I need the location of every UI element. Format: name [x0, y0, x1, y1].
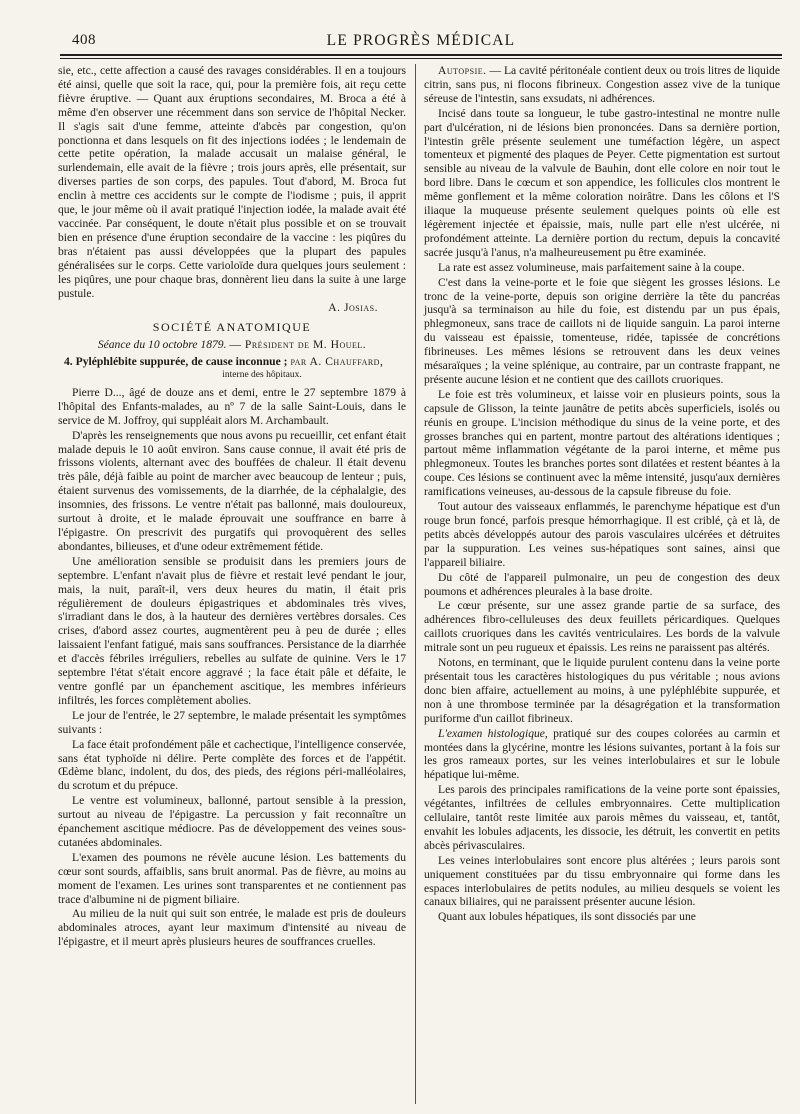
case-author-role: interne des hôpitaux. — [222, 370, 302, 381]
left-paragraph: La face était profondément pâle et cachectique, l'intelligence conservée, sans état typhoïde ni délire. Perte complète des forces et de l'appétit. Œdème blanc, indolent, du dos, des pieds, des régions péri-malléolaires, du scrotum et du prépuce. — [58, 737, 406, 793]
right-column — [424, 64, 780, 925]
autopsy-text: — La cavité péritonéale contient deux ou trois litres de liquide citrin, sans pus, ni flocons fibrineux. Congestion assez vive de la tunique séreuse de l'intestin, sans exsudats, ni adhérences. — [424, 64, 780, 105]
right-paragraph: C'est dans la veine-porte et le foie que siègent les grosses lésions. Le tronc de la veine-porte, depuis son origine derrière la tête du pancréas jusqu'à sa terminaison au hile du foie, est distendu par un pus épais, phlegmoneux, sans trace de caillots ni de liquide sanguin. La paroi interne du vaisseau est épaissie, tomenteuse, ridée, tapissée de concrétions fibrineuses. Les mêmes lésions se retrouvent dans les deux veines mésaraïques ; la veine splénique, au contraire, par un contraste frappant, ne présente aucune lésion et ne contient que des caillots cruoriques. — [424, 275, 780, 386]
seance-president: — Président de M. Houel. — [229, 338, 367, 352]
right-paragraph: La rate est assez volumineuse, mais parfaitement saine à la coupe. — [438, 260, 745, 274]
histology-text: pratiqué sur des coupes colorées au carmin et montées dans la glycérine, montre les lésions suivantes, portant à la fois sur les gros rameaux portes, sur les veines interlobulaires et sur le lobule hépatique lui-même. — [424, 726, 781, 782]
autopsy-label: Autopsie. — [438, 64, 487, 77]
right-paragraph: Les veines interlobulaires sont encore plus altérées ; leurs parois sont uniquement constituées par du tissu embryonnaire qui forme dans les espaces interlobulaires de petits nodules, au milieu desquels se voient les canaux biliaires, qui ne paraissent présenter aucune lésion. — [424, 853, 780, 909]
case-title-line — [64, 355, 406, 369]
author-signature: A. Josias. — [328, 301, 378, 315]
right-paragraph: Incisé dans toute sa longueur, le tube gastro-intestinal ne montre nulle part d'ulcération, ni de lésions bien prononcées. Dans sa dernière portion, l'intestin grêle présente seulement une tuméfaction légère, un aspect tomenteux et pigmenté des plaques de Peyer. Cette pigmentation est surtout sensible au niveau de la valvule de Bauhin, dont elle colore en noir tout le bord libre. Dans le cœcum et son appendice, les follicules clos montrent le même gonflement et la même coloration noirâtre. Dans les côlons et l'S iliaque la muqueuse présente seulement quelques points où elle est légèrement injectée et épaissie, mais, nulle part elle n'est ulcérée, ni profondément atteinte. La dernière portion du rectum, depuis la concavité sacrée jusqu'à l'anus, n'a malheureusement pu être examinée. — [424, 106, 780, 259]
page-number: 408 — [72, 32, 96, 48]
right-paragraph: Quant aux lobules hépatiques, ils sont dissociés par une — [438, 910, 696, 924]
left-column — [58, 64, 406, 950]
society-heading: SOCIÉTÉ ANATOMIQUE — [152, 320, 312, 335]
left-paragraph: Une amélioration sensible se produisit dans les premiers jours de septembre. L'enfant n'avait plus de fièvre et restait levé pendant le jour, mais, la nuit, paraît-il, vers deux heures du matin, il était pris régulièrement de douleurs épigastriques et abdominales très vives, s'irradiant dans le dos, à la hauteur des dernières vertèbres dorsales. Ces crises, d'abord assez courtes, augmentèrent peu à peu de durée ; elles laissaient l'enfant fatigué, mais sans souffrances. Persistance de la diarrhée et d'accès fébriles irréguliers, rebelles au sulfate de quinine. Vers le 17 septembre l'état s'était encore aggravé ; la face était pâle et défaite, le ventre gonflé par un épanchement ascitique, les membres inférieurs infiltrés, les forces complètement abolies. — [58, 554, 406, 707]
right-paragraph: Le cœur présente, sur une assez grande partie de sa surface, des adhérences fibro-celluleuses des deux feuillets péricardiques. Quelques caillots cruoriques dans les cavités ventriculaires. Les bords de la valvule mitrale sont un peu rugueux et épaissis. Les reins ne paraissent pas altérés. — [424, 599, 780, 655]
right-paragraph: Du côté de l'appareil pulmonaire, un peu de congestion des deux poumons et adhérences pleurales à la base droite. — [424, 570, 780, 598]
case-title: Pyléphlébite suppurée, de cause inconnue ; — [75, 355, 288, 369]
left-paragraph: Pierre D..., âgé de douze ans et demi, entre le 27 septembre 1879 à l'hôpital des Enfants-malades, au nº 7 de la salle Saint-Louis, dans le service de M. Joffroy, qui suppléait alors M. Archambault. — [58, 385, 406, 427]
page-header — [60, 30, 782, 52]
column-divider — [415, 64, 416, 1104]
left-paragraph: L'examen des poumons ne révèle aucune lésion. Les battements du cœur sont sourds, affaiblis, sans bruit anormal. Pas de fièvre, au moins au moment de l'examen. Les urines sont transparentes et ne contiennent pas trace d'albumine ni de pigment biliaire. — [58, 850, 406, 906]
header-rule — [60, 54, 782, 56]
left-paragraph: Le jour de l'entrée, le 27 septembre, le malade présentait les symptômes suivants : — [58, 708, 406, 736]
autopsy-paragraph — [424, 64, 780, 106]
journal-title: LE PROGRÈS MÉDICAL — [326, 32, 516, 49]
right-paragraph: Les parois des principales ramifications de la veine porte sont épaissies, végétantes, infiltrées de cellules embryonnaires. Cette multiplication cellulaire, tantôt reste limitée aux parois mêmes du vaisseau, et, tantôt, envahit les lobules adjacents, les dissocie, les détruit, les convertit en petits abcès périvasculaires. — [424, 783, 780, 852]
histology-label: L'examen histologique, — [438, 726, 548, 740]
case-author: par A. Chauffard, — [290, 355, 384, 369]
histology-paragraph — [424, 727, 780, 783]
left-paragraph: D'après les renseignements que nous avons pu recueillir, cet enfant était malade depuis le 10 août environ. Sans cause connue, il avait été pris de frissons violents, alternant avec des bouffées de chaleur. Il était devenu très pâle, déjà faible au point de marcher avec beaucoup de lenteur ; puis, étaient survenus des vomissements, de la diarrhée, de la céphalalgie, des insomnies, des frissons. Le ventre n'était pas ballonné, mais douloureux, surtout à droite, et le malade éprouvait une souffrance en barre à l'épigastre. On prescrivit des purgatifs qui provoquèrent des selles abondantes, bilieuses, et d'une odeur extrêmement fétide. — [58, 428, 406, 553]
left-paragraph: Au milieu de la nuit qui suit son entrée, le malade est pris de douleurs abdominales atroces, ayant leur maximum d'intensité au niveau de l'épigastre, et il meurt après plusieurs heures de souffrances cruelles. — [58, 907, 406, 949]
right-paragraph: Le foie est très volumineux, et laisse voir en plusieurs points, sous la capsule de Glisson, la teinte jaunâtre de petits abcès superficiels, isolés ou réunis en groupe. L'incision méthodique du sinus de la veine porte, et des grosses branches qui en partent, montre partout des altérations identiques ; partout même inflammation végétante de la paroi interne, et même pus phlegmoneux. Toutes les branches portes sont dilatées et restent béantes à la coupe. Ces lésions se continuent avec la même intensité, jusqu'aux dernières ramifications veineuses, au-dessous de la capsule fibreuse du foie. — [424, 387, 780, 499]
right-paragraph: Tout autour des vaisseaux enflammés, le parenchyme hépatique est d'un rouge brun foncé, parfois presque hémorrhagique. Il est criblé, çà et là, de petits abcès développés autour des parois vasculaires ulcérées et détruites par la suppuration. Les veines sus-hépatiques sont saines, ainsi que l'appareil biliaire. — [424, 500, 780, 569]
continuation-paragraph: sie, etc., cette affection a causé des ravages considérables. Il en a toujours été ainsi, quelle que soit la race, qui, pour la première fois, ait reçu cette fièvre éruptive. — Quant aux éruptions secondaires, M. Broca a été à même d'en observer une récemment dans son service de l'hôpital Necker. Il s'agis sait d'une femme, atteinte d'abcès par congestion, qu'on ponctionna et dans lesquels on fit des injections iodées ; le lendemain de cette petite opération, la malade accusait un malaise général, le surlendemain, elle avait de la fièvre ; trois jours après, elle présentait, sur diverses parties de son corps, des papules. Tout d'abord, M. Broca fut enclin à mettre ces accidents sur le compte de l'iodisme ; puis, il apprit que, le jour même où il avait pratiqué l'injection iodée, la malade avait été vaccinée. Par conséquent, le doute n'était plus possible et on se trouvait bien en présence d'une éruption secondaire de la vaccine : les piqûres du bras n'étaient pas aussi développées que la plupart des papules généralisées sur le corps. Cette varioloïde dura quelques jours seulement : les piqûres, une pour chaque bras, donnèrent lieu dans la suite à une large pustule. — [58, 64, 406, 300]
seance-date: Séance du 10 octobre 1879. — [97, 338, 227, 352]
seance-line — [58, 338, 406, 352]
left-paragraph: Le ventre est volumineux, ballonné, partout sensible à la pression, surtout au niveau de l'épigastre. La percussion y fait reconnaître un épanchement ascitique médiocre. Pas de développement des veines sous-cutanées abdominales. — [58, 794, 406, 849]
header-rule-thin — [60, 58, 782, 59]
case-number: 4. — [64, 355, 73, 369]
right-paragraph: Notons, en terminant, que le liquide purulent contenu dans la veine porte présentait tous les caractères histologiques du pus véritable ; nous avions donc bien affaire, actuellement au moins, à une pyléphlébite suppurée, et non à une thrombose terminée par la désagrégation et la transformation puriforme d'un caillot fibrineux. — [424, 656, 780, 725]
